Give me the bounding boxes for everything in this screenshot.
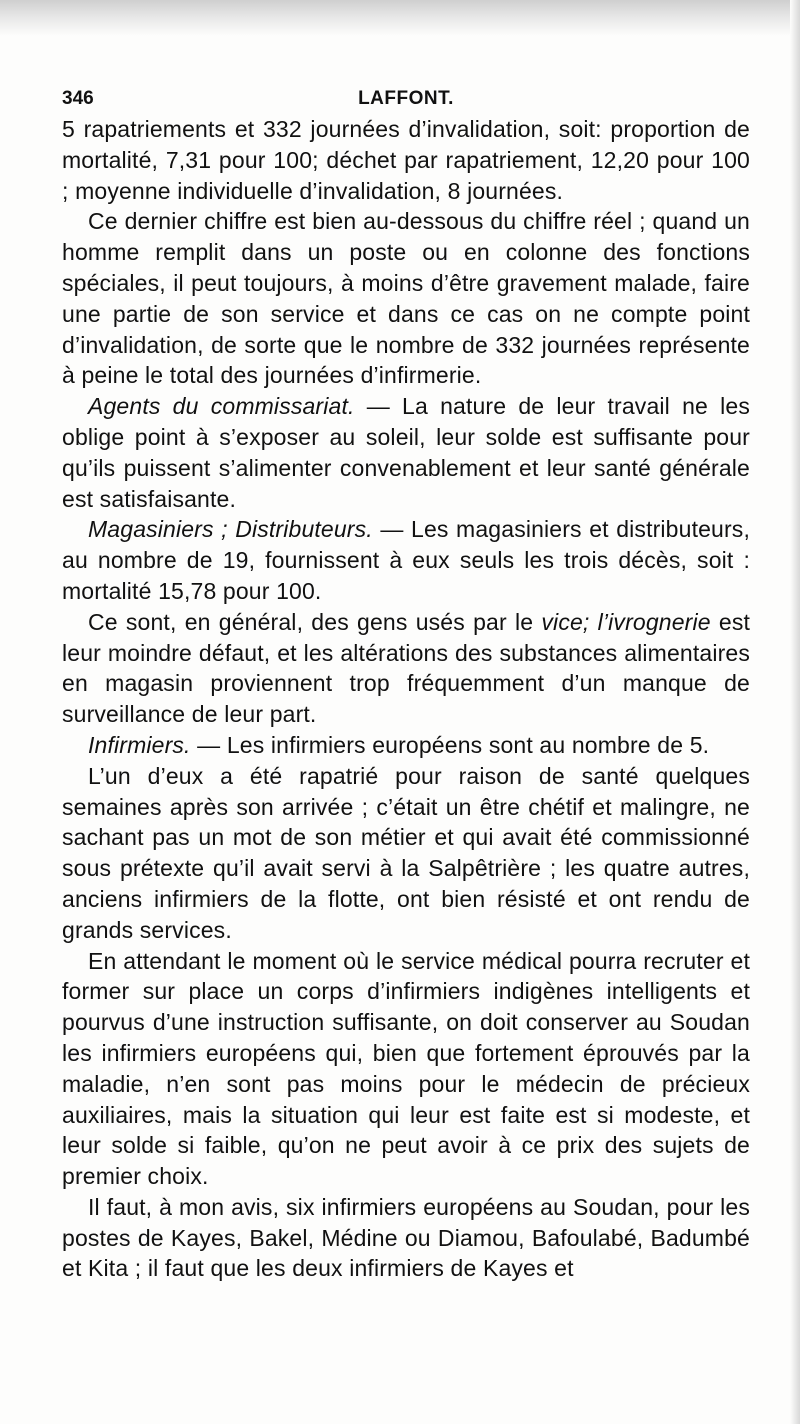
page-number: 346 [62, 88, 94, 109]
paragraph-3-text: — La nature de leur travail ne les oblige point à s’exposer au soleil, leur solde est suffisante pour qu’ils puissent s’alimenter convenablement et leur santé générale est satisfaisante. [62, 393, 750, 512]
paragraph-5 [62, 607, 750, 730]
paragraph-5-space [589, 609, 597, 635]
paragraph-6-text: — Les infirmiers européens sont au nombre de 5. [190, 731, 710, 758]
paragraph-5-text-a: Ce sont, en général, des gens usés par le [88, 608, 542, 635]
book-page [62, 82, 750, 1284]
paragraph-5-text-c: est leur moindre défaut, et les altérations des substances alimentaires en magasin proviennent trop fréquemment d’un manque de surveillance de leur part. [62, 608, 751, 728]
section-heading-magasiniers: Magasiniers ; Distributeurs. [88, 516, 373, 543]
paragraph-3 [62, 391, 750, 514]
body-text [62, 114, 750, 1284]
paragraph-4 [62, 514, 750, 606]
italic-ivrognerie: l’ivrognerie [597, 608, 711, 635]
section-heading-commissariat: Agents du commissariat. [88, 393, 355, 420]
paragraph-9: Il faut, à mon avis, six infirmiers européens au Soudan, pour les postes de Kayes, Bakel, Médine ou Diamou, Bafoulabé, Badumbé et Kita ; il faut que les deux infirmiers de Kayes et [62, 1193, 750, 1282]
italic-vice: vice; [541, 608, 590, 635]
scan-right-edge [790, 0, 800, 1424]
scan-top-shadow [0, 0, 800, 36]
section-heading-infirmiers: Infirmiers. [88, 731, 191, 758]
paragraph-7: L’un d’eux a été rapatrié pour raison de santé quelques semaines après son arrivée ; c’était un être chétif et malingre, ne sachant pas un mot de son métier et qui avait été commissionné sous prétexte qu’il avait servi à la Salpêtrière ; les quatre autres, anciens infirmiers de la flotte, ont bien résisté et ont rendu de grands services. [62, 762, 750, 943]
paragraph-6 [62, 730, 750, 761]
running-header [62, 82, 750, 114]
paragraph-2: Ce dernier chiffre est bien au-dessous du chiffre réel ; quand un homme remplit dans un poste ou en colonne des fonctions spéciales, il peut toujours, à moins d’être gravement malade, faire une partie de son service et dans ce cas on ne compte point d’invalidation, de sorte que le nombre de 332 journées représente à peine le total des journées d’infirmerie. [62, 208, 750, 389]
paragraph-1: 5 rapatriements et 332 journées d’invalidation, soit: proportion de mortalité, 7,31 pour 100; déchet par rapatriement, 12,20 pour 100 ; moyenne individuelle d’invalidation, 8 journées. [62, 116, 750, 204]
paragraph-8: En attendant le moment où le service médical pourra recruter et former sur place un corps d’infirmiers indigènes intelligents et pourvus d’une instruction suffisante, on doit conserver au Soudan les infirmiers européens qui, bien que fortement éprouvés par la maladie, n’en sont pas moins pour le médecin de précieux auxiliaires, mais la situation qui leur est faite est si modeste, et leur solde si faible, qu’on ne peut avoir à ce prix des sujets de premier choix. [62, 947, 750, 1190]
paragraph-4-text: — Les magasiniers et distributeurs, au nombre de 19, fournissent à eux seuls les trois décès, soit : mortalité 15,78 pour 100. [62, 516, 750, 604]
running-title: LAFFONT. [358, 88, 454, 109]
